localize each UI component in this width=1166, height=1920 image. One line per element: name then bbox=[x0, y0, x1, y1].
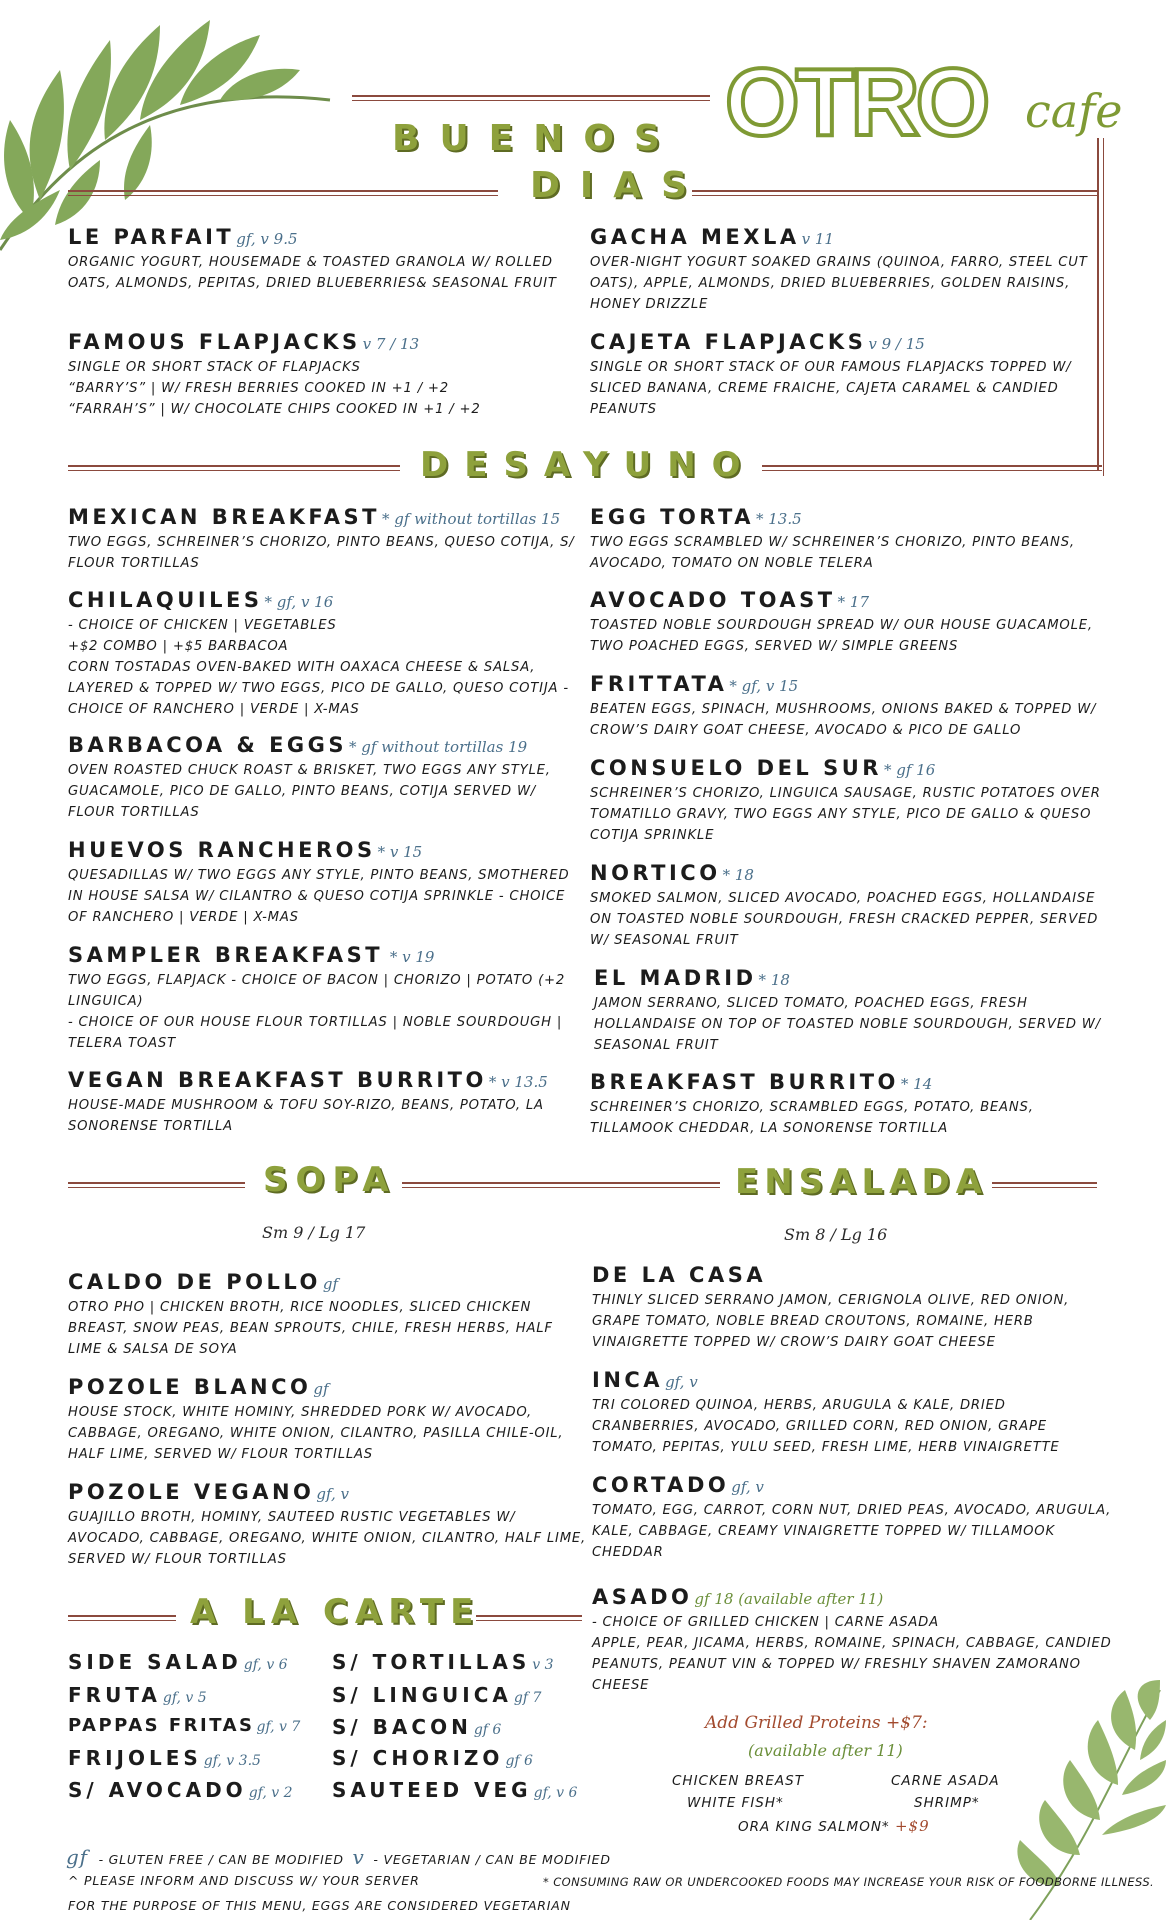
menu-item-mexican-breakfast bbox=[68, 505, 588, 574]
protein-item: SHRIMP* bbox=[914, 1795, 980, 1811]
menu-item-le-parfait bbox=[68, 225, 588, 294]
carte-item: S/ TORTILLAS v 3 bbox=[332, 1650, 554, 1674]
menu-item-de-la-casa bbox=[592, 1263, 1112, 1353]
logo-cafe-text: cafe bbox=[1025, 84, 1123, 138]
carte-rule-left bbox=[68, 1615, 176, 1617]
item-description-line2: +$2 COMBO | +$5 BARBACOA bbox=[68, 639, 289, 654]
menu-item-breakfast-burrito bbox=[590, 1070, 1110, 1139]
item-description: SINGLE OR SHORT STACK OF FLAPJACKS bbox=[68, 360, 361, 375]
item-meta: gf bbox=[322, 1275, 338, 1293]
item-description: HOUSE-MADE MUSHROOM & TOFU SOY-RIZO, BEANS, POTATO, LA SONORENSE TORTILLA bbox=[68, 1098, 544, 1134]
item-name: SAMPLER BREAKFAST bbox=[68, 943, 384, 967]
item-description: - CHOICE OF CHICKEN | VEGETABLES bbox=[68, 618, 337, 633]
menu-item-inca bbox=[592, 1368, 1112, 1458]
item-description: QUESADILLAS W/ TWO EGGS ANY STYLE, PINTO BEANS, SMOTHERED IN HOUSE SALSA W/ CILANTRO & QUESO COTIJA SPRINKLE - CHOICE OF RANCHERO | VERDE | X-MAS bbox=[68, 868, 570, 925]
item-name: HUEVOS RANCHEROS bbox=[68, 838, 376, 862]
item-description: SCHREINER’S CHORIZO, SCRAMBLED EGGS, POTATO, BEANS, TILLAMOOK CHEDDAR, LA SONORENSE TORTILLA bbox=[590, 1100, 1034, 1136]
item-description: SMOKED SALMON, SLICED AVOCADO, POACHED EGGS, HOLLANDAISE ON TOASTED NOBLE SOURDOUGH, FRESH CRACKED PEPPER, SERVED W/ SEASONAL FRUIT bbox=[590, 891, 1099, 948]
carte-item: FRIJOLES gf, v 3.5 bbox=[68, 1746, 261, 1770]
menu-item-barbacoa-eggs bbox=[68, 733, 588, 823]
sopa-rule-left bbox=[68, 1182, 245, 1184]
sopa-sizes: Sm 9 / Lg 17 bbox=[262, 1223, 366, 1242]
item-name: DE LA CASA bbox=[592, 1263, 767, 1287]
item-meta: * gf without tortillas 15 bbox=[381, 510, 561, 528]
item-meta: * gf without tortillas 19 bbox=[349, 738, 528, 756]
note-eggs: FOR THE PURPOSE OF THIS MENU, EGGS ARE CONSIDERED VEGETARIAN bbox=[68, 1898, 571, 1913]
otro-cafe-logo bbox=[725, 45, 1155, 160]
carte-item: PAPPAS FRITAS gf, v 7 bbox=[68, 1715, 301, 1736]
legend-line bbox=[66, 1845, 611, 1869]
item-name: BARBACOA & EGGS bbox=[68, 733, 348, 757]
item-description-line2: - CHOICE OF OUR HOUSE FLOUR TORTILLAS | NOBLE SOURDOUGH | TELERA TOAST bbox=[68, 1015, 563, 1051]
header-rule-right bbox=[692, 190, 1097, 192]
item-name: POZOLE VEGANO bbox=[68, 1480, 315, 1504]
menu-item-cortado bbox=[592, 1473, 1112, 1563]
item-name: EL MADRID bbox=[594, 966, 757, 990]
item-meta: * 14 bbox=[900, 1075, 933, 1093]
menu-item-consuelo-del-sur bbox=[590, 756, 1110, 846]
carte-item: S/ AVOCADO gf, v 2 bbox=[68, 1778, 293, 1802]
item-description: GUAJILLO BROTH, HOMINY, SAUTEED RUSTIC VEGETABLES W/ AVOCADO, CABBAGE, OREGANO, WHITE ONION, CILANTRO, HALF LIME, SERVED W/ FLOUR TORTILLAS bbox=[68, 1510, 587, 1567]
item-description: SCHREINER’S CHORIZO, LINGUICA SAUSAGE, RUSTIC POTATOES OVER TOMATILLO GRAVY, TWO EGGS ANY STYLE, PICO DE GALLO & QUESO COTIJA SPRINKLE bbox=[590, 786, 1101, 843]
item-meta: * 18 bbox=[722, 866, 754, 884]
item-name: CHILAQUILES bbox=[68, 588, 263, 612]
item-description: SINGLE OR SHORT STACK OF OUR FAMOUS FLAPJACKS TOPPED W/ SLICED BANANA, CREME FRAICHE, CAJETA CARAMEL & CANDIED PEANUTS bbox=[590, 360, 1072, 417]
carte-item: SAUTEED VEG gf, v 6 bbox=[332, 1778, 578, 1802]
protein-salmon: ORA KING SALMON* +$9 bbox=[738, 1817, 930, 1835]
item-meta: v 11 bbox=[801, 230, 834, 248]
menu-item-pozole-blanco bbox=[68, 1375, 588, 1465]
carte-item: S/ BACON gf 6 bbox=[332, 1715, 502, 1739]
note-raw-foods: * CONSUMING RAW OR UNDERCOOKED FOODS MAY INCREASE YOUR RISK OF FOODBORNE ILLNESS. bbox=[543, 1875, 1155, 1889]
item-name: BREAKFAST BURRITO bbox=[590, 1070, 899, 1094]
item-meta: gf, v bbox=[731, 1478, 764, 1496]
ensalada-rule-right bbox=[992, 1182, 1097, 1184]
palm-leaf-top-left-icon bbox=[0, 0, 340, 260]
item-description: OVER-NIGHT YOGURT SOAKED GRAINS (QUINOA, FARRO, STEEL CUT OATS), APPLE, ALMONDS, DRIED BLUEBERRIES, GOLDEN RAISINS, HONEY DRIZZLE bbox=[590, 255, 1088, 312]
v-legend: - VEGETARIAN / CAN BE MODIFIED bbox=[373, 1852, 611, 1867]
proteins-title: Add Grilled Proteins +$7: bbox=[705, 1713, 928, 1733]
carte-item: FRUTA gf, v 5 bbox=[68, 1683, 207, 1707]
menu-item-el-madrid bbox=[594, 966, 1114, 1056]
item-description: BEATEN EGGS, SPINACH, MUSHROOMS, ONIONS BAKED & TOPPED W/ CROW’S DAIRY GOAT CHEESE, AVOCADO & PICO DE GALLO bbox=[590, 702, 1097, 738]
item-meta: gf bbox=[313, 1380, 329, 1398]
item-name: EGG TORTA bbox=[590, 505, 754, 529]
item-description: TOMATO, EGG, CARROT, CORN NUT, DRIED PEAS, AVOCADO, ARUGULA, KALE, CABBAGE, CREAMY VINAIGRETTE TOPPED W/ TILLAMOOK CHEDDAR bbox=[592, 1503, 1112, 1560]
note-server: ^ PLEASE INFORM AND DISCUSS W/ YOUR SERVER bbox=[68, 1873, 420, 1888]
item-description: - CHOICE OF GRILLED CHICKEN | CARNE ASADA bbox=[592, 1615, 939, 1630]
sopa-ensalada-rule bbox=[402, 1182, 720, 1184]
item-meta: * v 15 bbox=[377, 843, 423, 861]
gf-legend: - GLUTEN FREE / CAN BE MODIFIED bbox=[98, 1852, 344, 1867]
item-meta: * 13.5 bbox=[755, 510, 802, 528]
menu-item-sampler-breakfast bbox=[68, 943, 588, 1054]
item-description: TWO EGGS, SCHREINER’S CHORIZO, PINTO BEANS, QUESO COTIJA, S/ FLOUR TORTILLAS bbox=[68, 535, 575, 571]
desayuno-rule-left bbox=[68, 465, 400, 467]
section-title-buenos: BUENOS bbox=[392, 118, 680, 159]
item-name: NORTICO bbox=[590, 861, 721, 885]
ensalada-sizes: Sm 8 / Lg 16 bbox=[784, 1225, 888, 1244]
item-name: AVOCADO TOAST bbox=[590, 588, 836, 612]
item-description-line3: CORN TOSTADAS OVEN-BAKED WITH OAXACA CHEESE & SALSA, LAYERED & TOPPED W/ TWO EGGS, PICO DE GALLO, QUESO COTIJA - CHOICE OF RANCHERO | VERDE | X-MAS bbox=[68, 660, 569, 717]
item-description: TWO EGGS, FLAPJACK - CHOICE OF BACON | CHORIZO | POTATO (+2 LINGUICA) bbox=[68, 973, 566, 1009]
item-meta: * 18 bbox=[758, 971, 790, 989]
menu-item-gacha-mexla bbox=[590, 225, 1110, 315]
carte-rule-right bbox=[476, 1615, 582, 1617]
item-name: GACHA MEXLA bbox=[590, 225, 800, 249]
item-description-line3: “FARRAH’S” | W/ CHOCOLATE CHIPS COOKED IN +1 / +2 bbox=[68, 402, 481, 417]
menu-item-egg-torta bbox=[590, 505, 1110, 574]
item-meta: * gf, v 16 bbox=[264, 593, 334, 611]
item-description-line2: “BARRY’S” | W/ FRESH BERRIES COOKED IN +1 / +2 bbox=[68, 381, 449, 396]
item-description: OVEN ROASTED CHUCK ROAST & BRISKET, TWO EGGS ANY STYLE, GUACAMOLE, PICO DE GALLO, PINTO BEANS, COTIJA SERVED W/ FLOUR TORTILLAS bbox=[68, 763, 551, 820]
item-name: VEGAN BREAKFAST BURRITO bbox=[68, 1068, 487, 1092]
header-rule-top bbox=[352, 95, 710, 97]
menu-item-frittata bbox=[590, 672, 1110, 741]
section-title-sopa: SOPA bbox=[263, 1160, 397, 1200]
item-name: ASADO bbox=[592, 1585, 693, 1609]
item-name: CALDO DE POLLO bbox=[68, 1270, 321, 1294]
menu-item-pozole-vegano bbox=[68, 1480, 588, 1570]
item-name: CORTADO bbox=[592, 1473, 730, 1497]
menu-item-avocado-toast bbox=[590, 588, 1110, 657]
menu-item-asado bbox=[592, 1585, 1112, 1696]
carte-item: S/ CHORIZO gf 6 bbox=[332, 1746, 533, 1770]
item-meta: gf 18 (available after 11) bbox=[694, 1590, 884, 1608]
item-name: INCA bbox=[592, 1368, 664, 1392]
item-meta: gf, v bbox=[316, 1485, 350, 1503]
protein-item: CHICKEN BREAST bbox=[672, 1773, 804, 1789]
item-meta: * gf 16 bbox=[883, 761, 936, 779]
menu-item-cajeta-flapjacks bbox=[590, 330, 1110, 420]
menu-item-nortico bbox=[590, 861, 1110, 951]
desayuno-rule-right bbox=[762, 465, 1102, 467]
section-title-a-la-carte: A LA CARTE bbox=[190, 1592, 481, 1632]
item-description: TOASTED NOBLE SOURDOUGH SPREAD W/ OUR HOUSE GUACAMOLE, TWO POACHED EGGS, SERVED W/ SIMPLE GREENS bbox=[590, 618, 1093, 654]
carte-item: SIDE SALAD gf, v 6 bbox=[68, 1650, 288, 1674]
menu-item-caldo-de-pollo bbox=[68, 1270, 588, 1360]
item-name: LE PARFAIT bbox=[68, 225, 235, 249]
item-description: OTRO PHO | CHICKEN BROTH, RICE NOODLES, SLICED CHICKEN BREAST, SNOW PEAS, BEAN SPROUTS, CHILE, FRESH HERBS, HALF LIME & SALSA DE SOYA bbox=[68, 1300, 553, 1357]
item-meta: * 17 bbox=[837, 593, 869, 611]
item-meta: v 9 / 15 bbox=[868, 335, 925, 353]
item-description: TRI COLORED QUINOA, HERBS, ARUGULA & KALE, DRIED CRANBERRIES, AVOCADO, GRILLED CORN, RED ONION, GRAPE TOMATO, PEPITAS, YULU SEED, FRESH LIME, HERB VINAIGRETTE bbox=[592, 1398, 1060, 1455]
item-meta: gf, v bbox=[665, 1373, 698, 1391]
protein-item: WHITE FISH* bbox=[687, 1795, 784, 1811]
menu-item-chilaquiles bbox=[68, 588, 588, 720]
proteins-subtitle: (available after 11) bbox=[748, 1741, 903, 1760]
item-name: FAMOUS FLAPJACKS bbox=[68, 330, 361, 354]
item-meta: * v 19 bbox=[385, 948, 435, 966]
item-name: POZOLE BLANCO bbox=[68, 1375, 312, 1399]
item-meta: v 7 / 13 bbox=[362, 335, 420, 353]
section-title-dias: DIAS bbox=[530, 165, 708, 206]
header-rule-mid bbox=[68, 190, 498, 192]
gf-mark: gf bbox=[66, 1845, 88, 1869]
item-name: FRITTATA bbox=[590, 672, 728, 696]
item-description: JAMON SERRANO, SLICED TOMATO, POACHED EGGS, FRESH HOLLANDAISE ON TOP OF TOASTED NOBLE SOURDOUGH, SERVED W/ SEASONAL FRUIT bbox=[594, 996, 1101, 1053]
section-title-desayuno: DESAYUNO bbox=[420, 445, 757, 485]
item-meta: * v 13.5 bbox=[488, 1073, 548, 1091]
logo-otro-text: OTRO bbox=[725, 49, 987, 156]
item-description: THINLY SLICED SERRANO JAMON, CERIGNOLA OLIVE, RED ONION, GRAPE TOMATO, NOBLE BREAD CROUTONS, ROMAINE, HERB VINAIGRETTE TOPPED W/ CROW’S DAIRY GOAT CHEESE bbox=[592, 1293, 1070, 1350]
item-description: HOUSE STOCK, WHITE HOMINY, SHREDDED PORK W/ AVOCADO, CABBAGE, OREGANO, WHITE ONION, CILANTRO, PASILLA CHILE-OIL, HALF LIME, SERVED W/ FLOUR TORTILLAS bbox=[68, 1405, 564, 1462]
menu-item-vegan-breakfast-burrito bbox=[68, 1068, 588, 1137]
item-description-line2: APPLE, PEAR, JICAMA, HERBS, ROMAINE, SPINACH, CABBAGE, CANDIED PEANUTS, PEANUT VIN & TOPPED W/ FRESHLY SHAVEN ZAMORANO CHEESE bbox=[592, 1636, 1112, 1693]
carte-item: S/ LINGUICA gf 7 bbox=[332, 1683, 542, 1707]
item-meta: * gf, v 15 bbox=[729, 677, 799, 695]
menu-item-famous-flapjacks bbox=[68, 330, 588, 420]
item-name: MEXICAN BREAKFAST bbox=[68, 505, 380, 529]
protein-item: CARNE ASADA bbox=[891, 1773, 1000, 1789]
logo bbox=[725, 45, 1155, 160]
item-description: TWO EGGS SCRAMBLED W/ SCHREINER’S CHORIZO, PINTO BEANS, AVOCADO, TOMATO ON NOBLE TELERA bbox=[590, 535, 1075, 571]
item-meta: gf, v 9.5 bbox=[236, 230, 298, 248]
item-name: CONSUELO DEL SUR bbox=[590, 756, 882, 780]
item-description: ORGANIC YOGURT, HOUSEMADE & TOASTED GRANOLA W/ ROLLED OATS, ALMONDS, PEPITAS, DRIED BLUEBERRIES& SEASONAL FRUIT bbox=[68, 255, 557, 291]
section-title-ensalada: ENSALADA bbox=[735, 1162, 988, 1202]
menu-item-huevos-rancheros bbox=[68, 838, 588, 928]
salmon-price: +$9 bbox=[894, 1817, 930, 1835]
item-name: CAJETA FLAPJACKS bbox=[590, 330, 867, 354]
v-mark: v bbox=[352, 1845, 365, 1869]
